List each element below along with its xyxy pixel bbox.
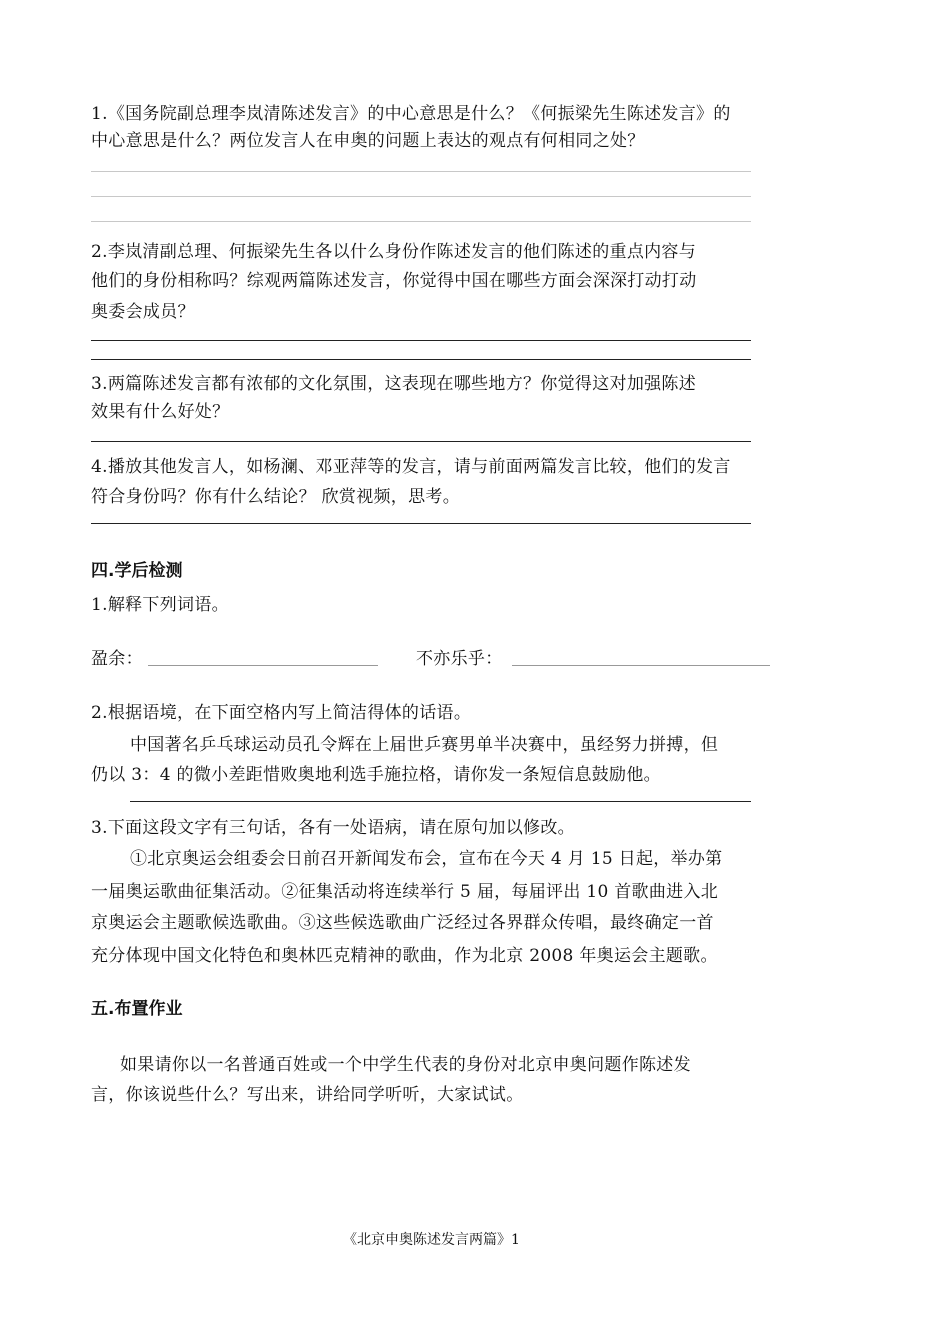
- section-4-q3: 3.下面这段文字有三句话，各有一处语病，请在原句加以修改。: [91, 818, 575, 838]
- question-4-line-1: 4.播放其他发言人，如杨澜、邓亚萍等的发言，请与前面两篇发言比较，他们的发言: [91, 457, 731, 477]
- q2-paragraph-line-1: 中国著名乒乓球运动员孔令辉在上届世乒赛男单半决赛中，虽经努力拼搏，但: [130, 735, 719, 755]
- homework-line-2: 言，你该说些什么？写出来，讲给同学听听，大家试试。: [91, 1085, 524, 1105]
- q3-paragraph-line-1: ①北京奥运会组委会日前召开新闻发布会，宣布在今天 4 月 15 日起，举办第: [130, 849, 723, 869]
- question-3-line-2: 效果有什么好处？: [91, 402, 230, 422]
- homework-line-1: 如果请你以一名普通百姓或一个中学生代表的身份对北京申奥问题作陈述发: [120, 1055, 691, 1075]
- answer-line[interactable]: [91, 441, 751, 442]
- section-4-q1: 1.解释下列词语。: [91, 595, 229, 615]
- question-2-line-3: 奥委会成员？: [91, 302, 195, 322]
- term-label-1: 盈余：: [91, 649, 143, 669]
- answer-line[interactable]: [130, 801, 751, 802]
- section-5-heading: 五.布置作业: [91, 999, 183, 1019]
- question-1-line-2: 中心意思是什么？两位发言人在申奥的问题上表达的观点有何相同之处？: [91, 131, 645, 151]
- term-answer-line-1[interactable]: [148, 665, 378, 666]
- q3-paragraph-line-2: 一届奥运歌曲征集活动。②征集活动将连续举行 5 届，每届评出 10 首歌曲进入北: [91, 882, 719, 902]
- question-1-line-1: 1.《国务院副总理李岚清陈述发言》的中心意思是什么？《何振梁先生陈述发言》的: [91, 104, 731, 124]
- answer-line[interactable]: [91, 340, 751, 341]
- question-2-line-1: 2.李岚清副总理、何振梁先生各以什么身份作陈述发言的他们陈述的重点内容与: [91, 242, 697, 262]
- answer-line[interactable]: [91, 523, 751, 524]
- q3-paragraph-line-4: 充分体现中国文化特色和奥林匹克精神的歌曲，作为北京 2008 年奥运会主题歌。: [91, 946, 718, 966]
- question-4-line-2: 符合身份吗？你有什么结论？ 欣赏视频，思考。: [91, 487, 461, 507]
- term-answer-line-2[interactable]: [512, 665, 770, 666]
- answer-line[interactable]: [91, 221, 751, 222]
- answer-line[interactable]: [91, 359, 751, 360]
- question-2-line-2: 他们的身份相称吗？综观两篇陈述发言，你觉得中国在哪些方面会深深打动打动: [91, 271, 697, 291]
- page-footer: 《北京申奥陈述发言两篇》1: [343, 1232, 520, 1248]
- q2-paragraph-line-2: 仍以 3：4 的微小差距惜败奥地利选手施拉格，请你发一条短信息鼓励他。: [91, 765, 661, 785]
- answer-line[interactable]: [91, 171, 751, 172]
- answer-line[interactable]: [91, 196, 751, 197]
- term-label-2: 不亦乐乎：: [416, 649, 503, 669]
- section-4-heading: 四.学后检测: [91, 561, 183, 581]
- q3-paragraph-line-3: 京奥运会主题歌候选歌曲。③这些候选歌曲广泛经过各界群众传唱，最终确定一首: [91, 913, 714, 933]
- section-4-q2: 2.根据语境，在下面空格内写上简洁得体的话语。: [91, 703, 472, 723]
- question-3-line-1: 3.两篇陈述发言都有浓郁的文化氛围，这表现在哪些地方？你觉得这对加强陈述: [91, 374, 697, 394]
